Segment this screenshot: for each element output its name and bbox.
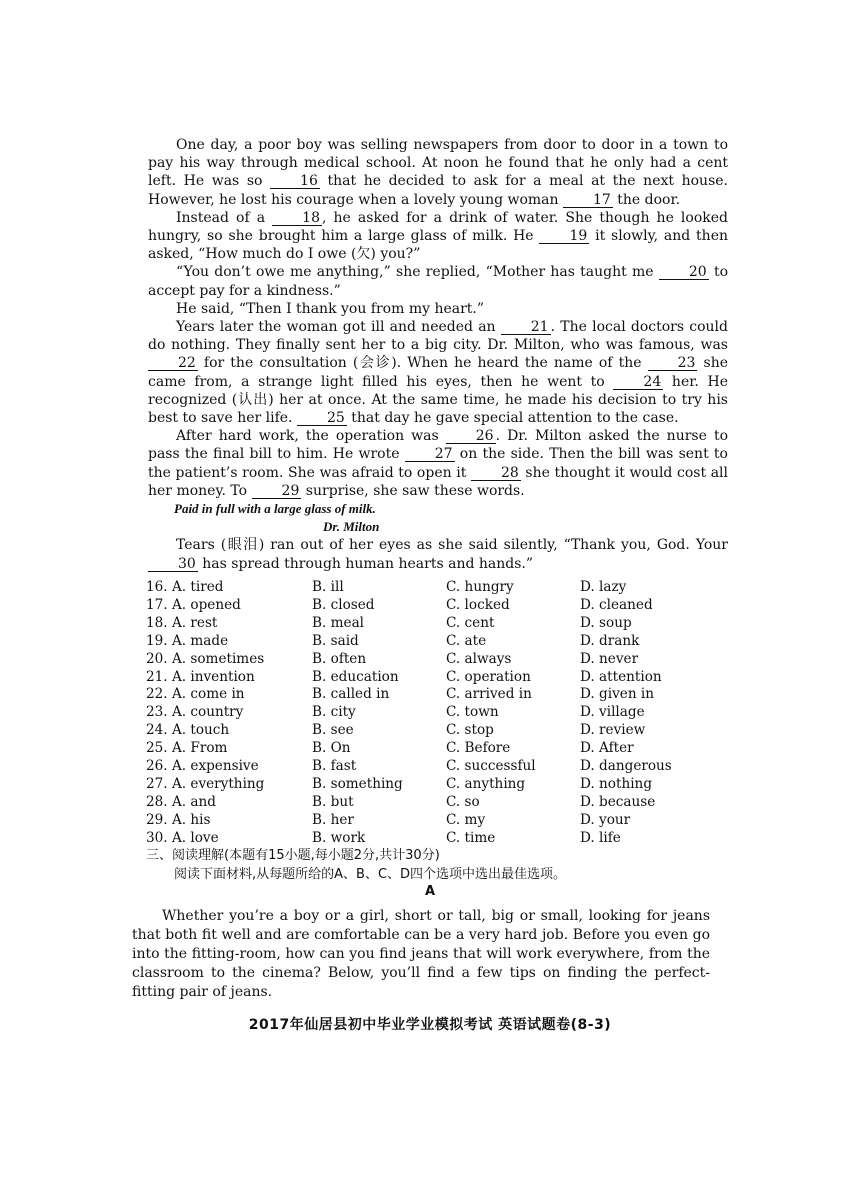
option-d: D. review: [580, 722, 646, 739]
option-d: D. given in: [580, 686, 655, 703]
cloze-paragraph: He said, “Then I thank you from my heart.”: [176, 300, 485, 317]
option-row: [146, 740, 726, 758]
option-row: [146, 633, 726, 651]
blank-19: 19: [539, 229, 589, 244]
option-d: D. After: [580, 740, 634, 757]
option-a: 17. A. opened: [146, 596, 241, 613]
option-a: 29. A. his: [146, 811, 211, 828]
option-b: B. meal: [312, 614, 365, 631]
option-d: D. lazy: [580, 579, 627, 595]
note-line-1: Paid in full with a large glass of milk.: [174, 501, 376, 517]
option-c: C. locked: [446, 596, 510, 613]
option-a: 26. A. expensive: [146, 758, 259, 775]
blank-26: 26: [446, 429, 496, 444]
option-c: C. Before: [446, 740, 511, 757]
option-d: D. cleaned: [580, 596, 653, 613]
option-c: C. stop: [446, 722, 494, 739]
blank-20: 20: [659, 265, 709, 280]
option-b: B. said: [312, 632, 359, 649]
blank-29: 29: [252, 484, 302, 499]
option-a: 28. A. and: [146, 793, 216, 810]
option-a: 21. A. invention: [146, 668, 255, 685]
reading-paragraph: Whether you’re a boy or a girl, short or tall, big or small, looking for jeans that both fit well and are comfortable can be a very hard job. Before you even go into the fitting-room, how can you find jeans that will work everywhere, from the classroom to the cinema? Below, you’ll find a few tips on finding the perfect-fitting pair of jeans.: [132, 908, 710, 1000]
option-b: B. called in: [312, 686, 390, 703]
blank-16: 16: [270, 174, 320, 189]
option-c: C. my: [446, 811, 486, 828]
option-a: 24. A. touch: [146, 722, 230, 739]
option-row: [146, 812, 726, 830]
answer-options: [146, 579, 726, 848]
option-c: C. anything: [446, 775, 526, 792]
cloze-paragraph: Instead of a 18 , he asked for a drink of water. She though he looked hungry, so she brought him a large glass of milk. He 19 it slowly, and then asked, “How much do I owe (欠) you?”: [148, 209, 729, 263]
section-title: 三、阅读理解(本题有15小题,每小题2分,共计30分): [146, 848, 440, 863]
option-b: B. fast: [312, 758, 357, 775]
option-c: C. successful: [446, 758, 536, 775]
blank-18: 18: [272, 211, 322, 226]
option-c: C. arrived in: [446, 686, 532, 703]
option-c: C. town: [446, 704, 499, 721]
blank-23: 23: [648, 356, 698, 371]
option-d: D. nothing: [580, 775, 653, 792]
option-b: B. On: [312, 740, 351, 757]
blank-21: 21: [501, 320, 551, 335]
option-row: [146, 651, 726, 669]
option-row: [146, 794, 726, 812]
page-footer: 2017年仙居县初中毕业学业模拟考试 英语试题卷(8-3): [248, 1017, 612, 1033]
blank-28: 28: [471, 466, 521, 481]
option-b: B. often: [312, 650, 367, 667]
option-row: [146, 776, 726, 794]
option-b: B. city: [312, 704, 356, 721]
option-d: D. dangerous: [580, 758, 672, 775]
option-b: B. her: [312, 811, 354, 828]
blank-25: 25: [297, 411, 347, 426]
option-d: D. attention: [580, 668, 662, 685]
option-b: B. but: [312, 793, 354, 810]
option-a: 27. A. everything: [146, 775, 265, 792]
cloze-paragraph-last: Tears (眼泪) ran out of her eyes as she said silently, “Thank you, God. Your 30 has spread through human hearts and hands.”: [148, 536, 728, 572]
option-d: D. because: [580, 793, 656, 810]
cloze-paragraph: One day, a poor boy was selling newspapers from door to door in a town to pay his way through medical school. At noon he found that he only had a cent left. He was so 16 that he decided to ask for a meal at the next house. However, he lost his courage when a lovely young woman 17 the door.: [148, 137, 728, 208]
section-instruction: 阅读下面材料,从每题所给的A、B、C、D四个选项中选出最佳选项。: [174, 867, 567, 882]
option-c: C. cent: [446, 614, 495, 631]
option-row: [146, 830, 726, 848]
option-d: D. drank: [580, 632, 640, 649]
option-c: C. always: [446, 650, 512, 667]
option-row: [146, 597, 726, 615]
option-b: B. closed: [312, 596, 375, 613]
option-a: 16. A. tired: [146, 579, 224, 595]
option-a: 18. A. rest: [146, 614, 218, 631]
option-row: [146, 615, 726, 633]
cloze-paragraph: “You don’t owe me anything,” she replied, “Mother has taught me 20 to accept pay for a kindness.”: [148, 264, 728, 299]
cloze-paragraph: Years later the woman got ill and needed an 21 . The local doctors could do nothing. They finally sent her to a big city. Dr. Milton, who was famous, was 22 for the consultation (会诊). When he heard the name of the 23 she came from, a strange light filled his eyes, then he went to 24 her. He recognized (认出) her at once. At the same time, he made his decision to try his best to save her life. 25 that day he gave special attention to the case.: [148, 319, 728, 427]
cloze-paragraph: After hard work, the operation was 26 . Dr. Milton asked the nurse to pass the final bill to him. He wrote 27 on the side. Then the bill was sent to the patient’s room. She was afraid to open it 28 she thought it would cost all her money. To 29 surprise, she saw these words.: [148, 428, 729, 499]
blank-30: 30: [148, 557, 198, 572]
cloze-passage: [148, 136, 728, 573]
blank-22: 22: [148, 356, 198, 371]
option-d: D. life: [580, 829, 621, 846]
reading-part-label: A: [424, 884, 436, 899]
option-b: B. ill: [312, 579, 344, 595]
option-c: C. operation: [446, 668, 531, 685]
option-b: B. see: [312, 722, 354, 739]
option-row: [146, 686, 726, 704]
section-three-header: [146, 846, 746, 884]
option-c: C. so: [446, 793, 480, 810]
option-a: 30. A. love: [146, 829, 219, 846]
blank-24: 24: [613, 375, 663, 390]
option-d: D. your: [580, 811, 631, 828]
option-d: D. never: [580, 650, 639, 667]
option-b: B. work: [312, 829, 366, 846]
option-row: [146, 722, 726, 740]
option-a: 25. A. From: [146, 740, 228, 757]
blank-27: 27: [405, 447, 455, 462]
option-d: D. soup: [580, 614, 632, 631]
option-b: B. education: [312, 668, 399, 685]
option-row: [146, 579, 726, 597]
option-row: [146, 758, 726, 776]
note-signature: Dr. Milton: [323, 519, 380, 535]
option-a: 23. A. country: [146, 704, 244, 721]
option-c: C. hungry: [446, 579, 514, 595]
option-d: D. village: [580, 704, 645, 721]
blank-17: 17: [563, 193, 613, 208]
option-a: 22. A. come in: [146, 686, 245, 703]
option-c: C. ate: [446, 632, 487, 649]
option-a: 19. A. made: [146, 632, 229, 649]
option-b: B. something: [312, 775, 403, 792]
option-row: [146, 704, 726, 722]
option-a: 20. A. sometimes: [146, 650, 265, 667]
option-c: C. time: [446, 829, 496, 846]
reading-passage-a: [132, 907, 710, 1002]
option-row: [146, 669, 726, 687]
